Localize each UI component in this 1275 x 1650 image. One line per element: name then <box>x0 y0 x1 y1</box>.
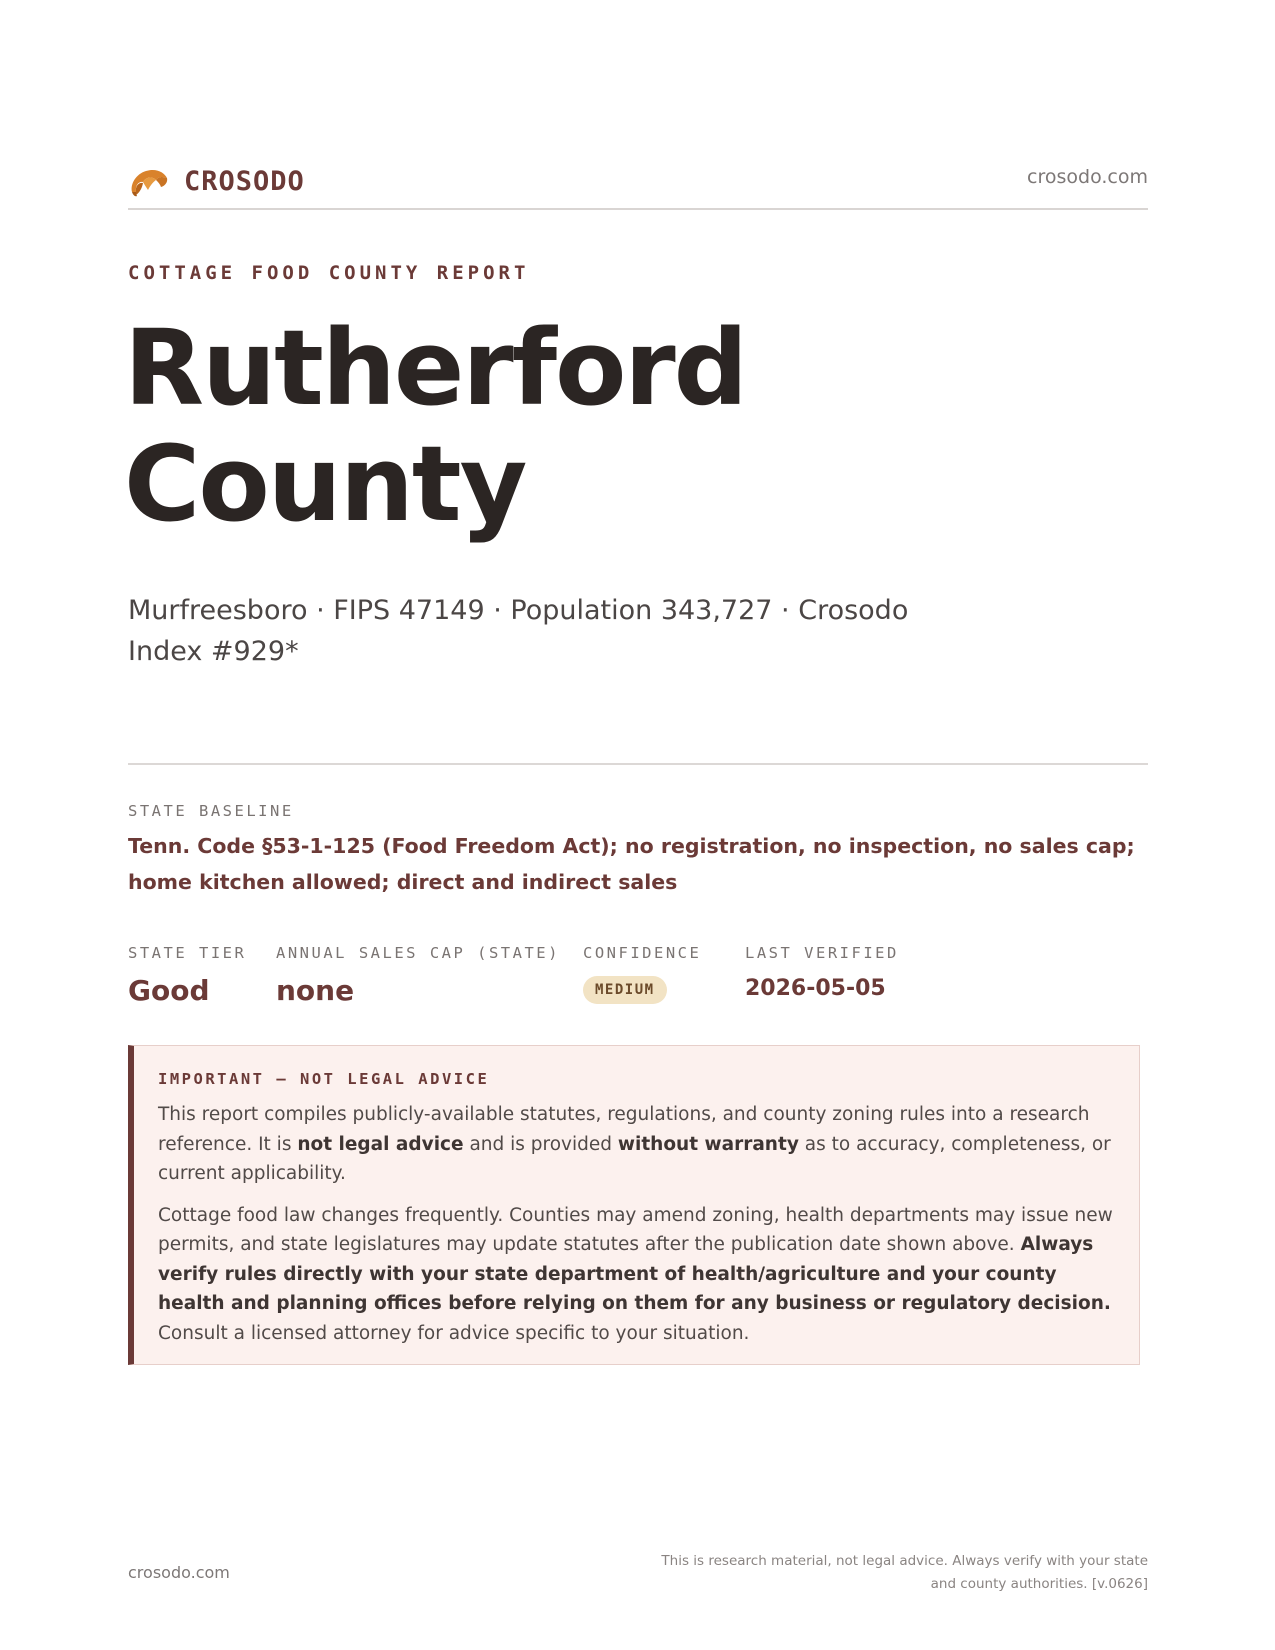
footer-disclaimer-line-1: This is research material, not legal advice. Always verify with your state <box>661 1553 1148 1569</box>
title-line-2: County <box>124 423 526 545</box>
stat-sales-cap <box>276 944 560 1007</box>
confidence-badge: MEDIUM <box>583 976 667 1004</box>
notice-paragraph-1 <box>158 1100 1115 1189</box>
county-subtitle: Murfreesboro · FIPS 47149 · Population 343,727 · Crosodo Index #929* <box>128 595 909 667</box>
stat-value: Good <box>128 974 210 1007</box>
stat-confidence <box>583 944 701 1004</box>
brand <box>128 162 305 200</box>
notice-text: This report compiles publicly-available statutes, regulations, and county zoning rules into a research reference. It is <box>158 1104 1090 1155</box>
section-divider <box>128 763 1148 765</box>
brand-name: CROSODO <box>184 165 305 197</box>
notice-emphasis: Always verify rules directly with your state department of health/agriculture and your county health and planning offices before relying on them for any business or regulatory decision. <box>158 1234 1111 1314</box>
page-title <box>124 307 747 545</box>
croissant-icon <box>128 162 170 200</box>
stat-value: 2026-05-05 <box>745 976 886 1001</box>
stat-value: none <box>276 974 355 1007</box>
notice-title: IMPORTANT — NOT LEGAL ADVICE <box>158 1070 490 1088</box>
stat-label: LAST VERIFIED <box>745 944 899 962</box>
baseline-label: STATE BASELINE <box>128 802 294 820</box>
notice-emphasis: not legal advice <box>297 1133 464 1155</box>
notice-emphasis: without warranty <box>617 1133 799 1155</box>
report-page <box>124 0 1148 1650</box>
footer-site[interactable]: crosodo.com <box>128 1563 230 1582</box>
stat-label: CONFIDENCE <box>583 944 702 962</box>
page-header <box>128 158 1148 210</box>
notice-paragraph-2 <box>158 1201 1115 1349</box>
title-line-1: Rutherford <box>124 307 747 429</box>
notice-text: Consult a licensed attorney for advice specific to your situation. <box>158 1322 750 1344</box>
baseline-text: Tenn. Code §53-1-125 (Food Freedom Act); no registration, no inspection, no sales cap; home kitchen allowed; direct and indirect sales <box>128 834 1135 894</box>
stat-label: STATE TIER <box>128 944 247 962</box>
footer-disclaimer-line-2: and county authorities. [v.0626] <box>930 1576 1148 1592</box>
stat-state-tier <box>128 944 246 1007</box>
notice-text: Cottage food law changes frequently. Counties may amend zoning, health departments may issue new permits, and state legislatures may update statutes after the publication date shown above. <box>158 1204 1113 1255</box>
report-eyebrow: COTTAGE FOOD COUNTY REPORT <box>128 262 530 284</box>
legal-notice <box>128 1045 1140 1365</box>
notice-text: and is provided <box>463 1133 618 1155</box>
footer-disclaimer <box>628 1550 1148 1596</box>
notice-text: as to accuracy, completeness, or current applicability. <box>158 1133 1111 1184</box>
site-link[interactable]: crosodo.com <box>1027 166 1148 188</box>
stats-row <box>128 944 1148 1014</box>
stat-last-verified <box>745 944 899 1001</box>
stat-label: ANNUAL SALES CAP (STATE) <box>276 944 560 962</box>
